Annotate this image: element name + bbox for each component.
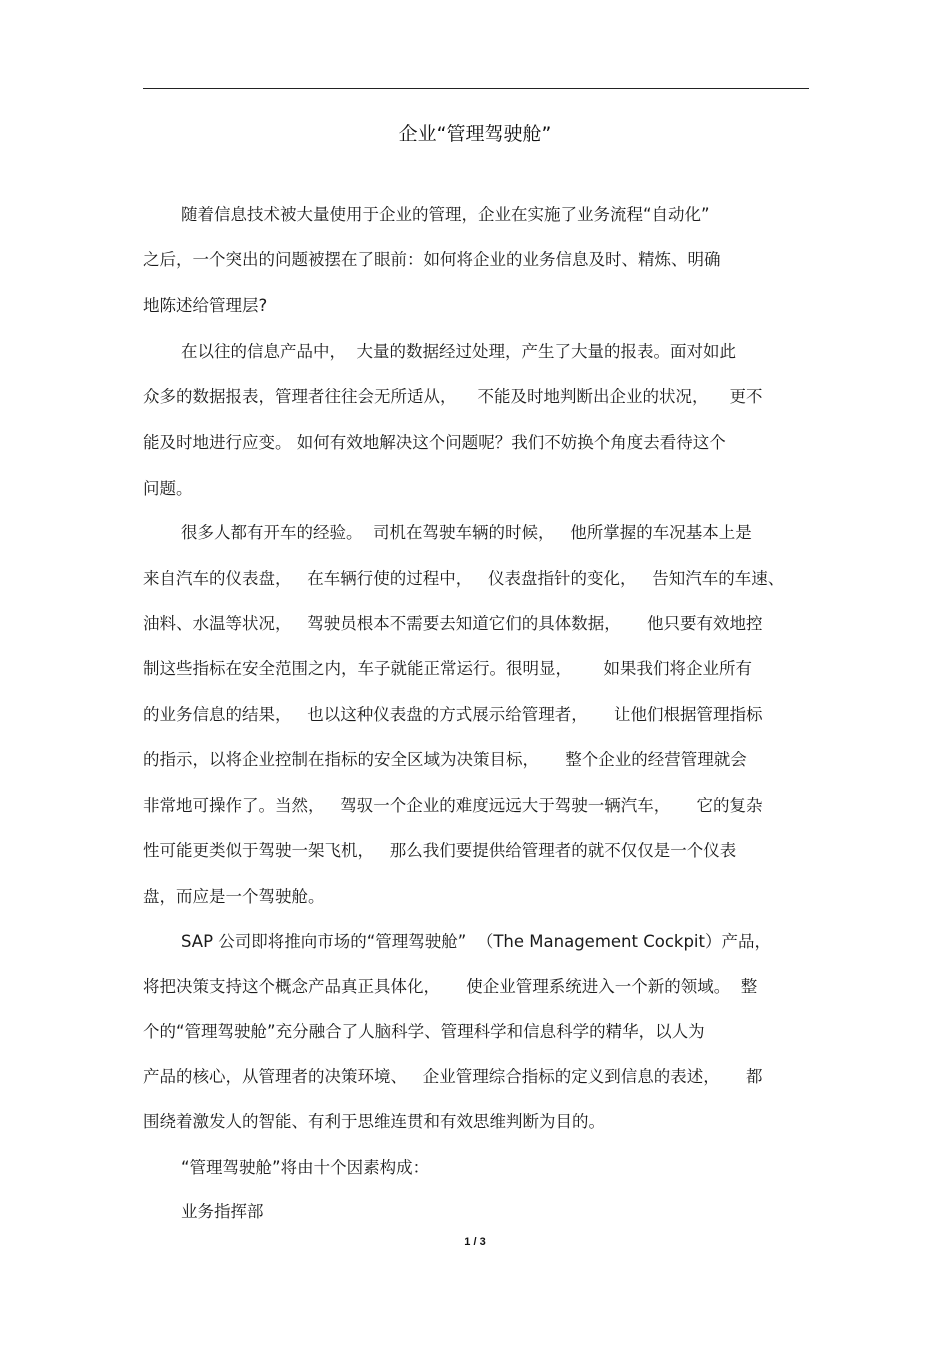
body-line: 能及时地进行应变。 如何有效地解决这个问题呢？我们不妨换个角度去看待这个 — [143, 433, 726, 452]
body-line: 很多人都有开车的经验。 司机在驾驶车辆的时候， 他所掌握的车况基本上是 — [181, 523, 752, 542]
body-line: 在以往的信息产品中， 大量的数据经过处理，产生了大量的报表。面对如此 — [181, 342, 736, 361]
body-line: 油料、水温等状况， 驾驶员根本不需要去知道它们的具体数据， 他只要有效地控 — [143, 614, 763, 633]
page-number: 1 / 3 — [464, 1236, 486, 1248]
body-line: 业务指挥部 — [181, 1202, 264, 1221]
body-line: 地陈述给管理层? — [143, 296, 268, 315]
body-line: 来自汽车的仪表盘， 在车辆行使的过程中， 仪表盘指针的变化， 告知汽车的车速、 — [143, 569, 785, 588]
body-line: 个的“管理驾驶舱”充分融合了人脑科学、管理科学和信息科学的精华，以人为 — [143, 1022, 705, 1041]
body-line: 产品的核心，从管理者的决策环境、 企业管理综合指标的定义到信息的表述， 都 — [143, 1067, 763, 1086]
header-rule — [143, 88, 809, 89]
body-line: 随着信息技术被大量使用于企业的管理，企业在实施了业务流程“自动化” — [181, 205, 710, 224]
body-line: 性可能更类似于驾驶一架飞机， 那么我们要提供给管理者的就不仅仅是一个仪表 — [143, 841, 737, 860]
body-line: 众多的数据报表，管理者往往会无所适从， 不能及时地判断出企业的状况， 更不 — [143, 387, 763, 406]
body-line: 制这些指标在安全范围之内，车子就能正常运行。很明显， 如果我们将企业所有 — [143, 659, 752, 678]
document-title: 企业“管理驾驶舱” — [398, 123, 552, 145]
body-line: 围绕着激发人的智能、有利于思维连贯和有效思维判断为目的。 — [143, 1112, 605, 1131]
body-line: 问题。 — [143, 479, 193, 498]
body-line: 的业务信息的结果， 也以这种仪表盘的方式展示给管理者， 让他们根据管理指标 — [143, 705, 763, 724]
body-line: 非常地可操作了。当然， 驾驭一个企业的难度远远大于驾驶一辆汽车， 它的复杂 — [143, 796, 763, 815]
body-line: “管理驾驶舱”将由十个因素构成： — [181, 1158, 430, 1177]
body-line: 将把决策支持这个概念产品真正具体化， 使企业管理系统进入一个新的领域。 整 — [143, 977, 758, 996]
body-line: SAP 公司即将推向市场的“管理驾驶舱” （The Management Cockpit）产品， — [181, 932, 771, 951]
body-line: 盘，而应是一个驾驶舱。 — [143, 887, 325, 906]
body-line: 之后，一个突出的问题被摆在了眼前：如何将企业的业务信息及时、精炼、明确 — [143, 250, 721, 269]
body-line: 的指示，以将企业控制在指标的安全区域为决策目标， 整个企业的经营管理就会 — [143, 750, 747, 769]
